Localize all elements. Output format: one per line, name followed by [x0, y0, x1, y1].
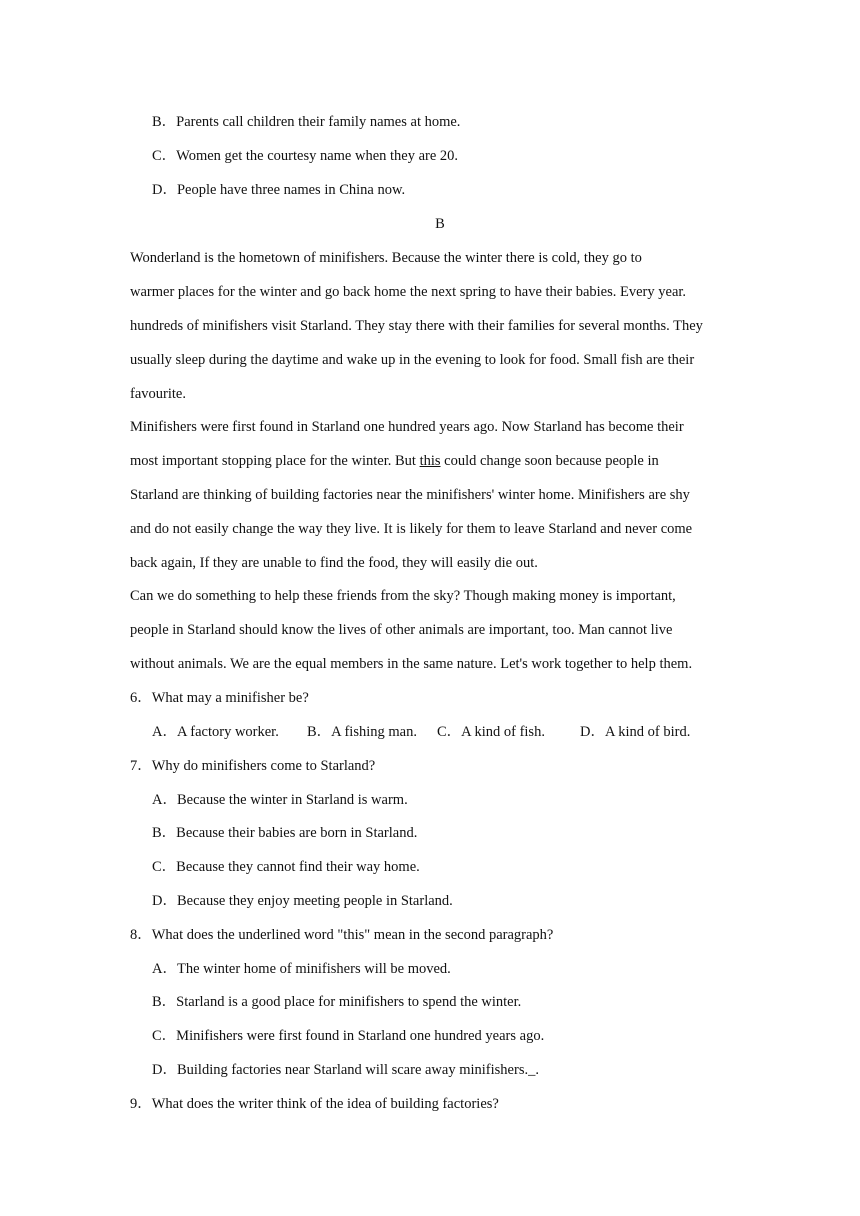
passage-line: warmer places for the winter and go back home the next spring to have their babies. Every year.: [130, 284, 687, 300]
prev-option-c: C．Women get the courtesy name when they are 20.: [152, 148, 459, 164]
passage-text: could change soon because people in: [440, 453, 659, 469]
prev-option-d: D．People have three names in China now.: [152, 182, 406, 198]
option-b: B．Because their babies are born in Starland.: [152, 825, 418, 841]
passage-line: back again, If they are unable to find the food, they will easily die out.: [130, 555, 538, 571]
passage-line: Wonderland is the hometown of minifishers. Because the winter there is cold, they go to: [130, 250, 642, 266]
option-a: A．A factory worker.: [152, 724, 279, 740]
option-b: B．Starland is a good place for minifishers to spend the winter.: [152, 994, 522, 1010]
option-d: D．Because they enjoy meeting people in Starland.: [152, 893, 453, 909]
section-label: B: [435, 216, 445, 232]
passage-line: Can we do something to help these friends from the sky? Though making money is important,: [130, 588, 676, 604]
question-9-stem: 9．What does the writer think of the idea of building factories?: [130, 1096, 499, 1112]
prev-option-b: B．Parents call children their family names at home.: [152, 114, 461, 130]
option-d: D．Building factories near Starland will scare away minifishers._.: [152, 1062, 539, 1078]
passage-line-with-underline: [130, 451, 659, 471]
passage-line: and do not easily change the way they live. It is likely for them to leave Starland and never come: [130, 521, 693, 537]
option-d: D．A kind of bird.: [580, 724, 691, 740]
question-6-stem: 6．What may a minifisher be?: [130, 690, 309, 706]
passage-text: most important stopping place for the winter. But: [130, 453, 420, 469]
passage-line: people in Starland should know the lives of other animals are important, too. Man cannot live: [130, 622, 673, 638]
passage-line: hundreds of minifishers visit Starland. They stay there with their families for several months. They: [130, 318, 703, 334]
option-c: C．Minifishers were first found in Starland one hundred years ago.: [152, 1028, 545, 1044]
question-8-stem: 8．What does the underlined word "this" mean in the second paragraph?: [130, 927, 554, 943]
passage-line: without animals. We are the equal members in the same nature. Let's work together to help them.: [130, 656, 693, 672]
passage-line: usually sleep during the daytime and wake up in the evening to look for food. Small fish are their: [130, 352, 695, 368]
passage-line: Minifishers were first found in Starland one hundred years ago. Now Starland has become their: [130, 419, 684, 435]
underlined-word: this: [419, 453, 441, 469]
option-a: A．The winter home of minifishers will be moved.: [152, 961, 451, 977]
passage-line: Starland are thinking of building factories near the minifishers' winter home. Minifishers are shy: [130, 487, 690, 503]
option-a: A．Because the winter in Starland is warm.: [152, 792, 408, 808]
option-c: C．A kind of fish.: [437, 724, 545, 740]
passage-line: favourite.: [130, 386, 186, 402]
question-7-stem: 7．Why do minifishers come to Starland?: [130, 758, 376, 774]
option-b: B．A fishing man.: [307, 724, 417, 740]
option-c: C．Because they cannot find their way home.: [152, 859, 420, 875]
